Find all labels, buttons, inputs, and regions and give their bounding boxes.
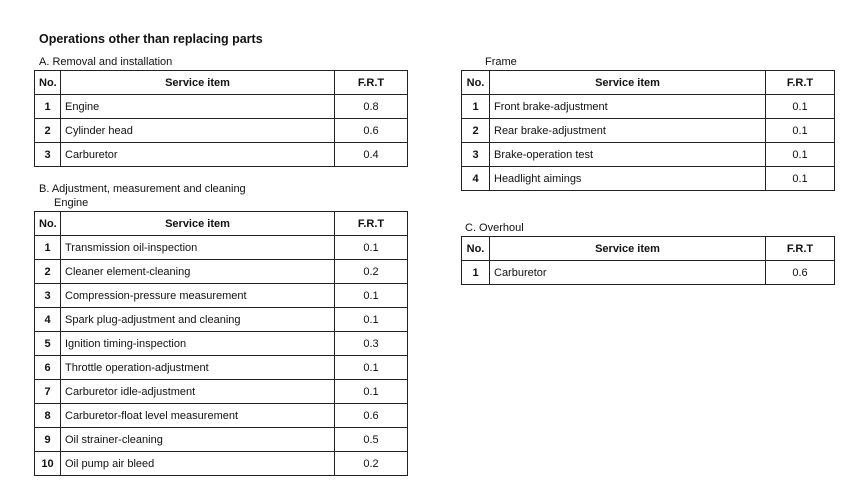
col-header-service-item: Service item	[61, 212, 335, 236]
table-row	[35, 143, 408, 167]
service-item-cell: Carburetor idle-adjustment	[61, 380, 335, 404]
row-number: 1	[35, 95, 61, 119]
table-row	[462, 119, 835, 143]
frame-label: Frame	[485, 56, 517, 68]
page-title: Operations other than replacing parts	[39, 32, 263, 46]
table-row	[35, 452, 408, 476]
removal-table	[34, 70, 408, 167]
col-header-no: No.	[35, 212, 61, 236]
table-row	[35, 260, 408, 284]
row-number: 4	[462, 167, 490, 191]
row-number: 1	[462, 261, 490, 285]
service-item-cell: Oil strainer-cleaning	[61, 428, 335, 452]
table-row	[35, 356, 408, 380]
table-row	[35, 404, 408, 428]
frt-cell: 0.6	[766, 261, 835, 285]
col-header-service-item: Service item	[490, 71, 766, 95]
service-item-cell: Carburetor-float level measurement	[61, 404, 335, 428]
col-header-frt: F.R.T	[335, 212, 408, 236]
service-item-cell: Front brake-adjustment	[490, 95, 766, 119]
table-row	[35, 95, 408, 119]
service-item-cell: Rear brake-adjustment	[490, 119, 766, 143]
row-number: 3	[462, 143, 490, 167]
frt-cell: 0.1	[766, 143, 835, 167]
frt-cell: 0.1	[335, 380, 408, 404]
col-header-no: No.	[462, 237, 490, 261]
frt-cell: 0.8	[335, 95, 408, 119]
frt-cell: 0.3	[335, 332, 408, 356]
row-number: 3	[35, 284, 61, 308]
service-item-cell: Transmission oil-inspection	[61, 236, 335, 260]
table-row	[35, 428, 408, 452]
col-header-frt: F.R.T	[335, 71, 408, 95]
table-row	[35, 119, 408, 143]
table-header-row	[462, 71, 835, 95]
row-number: 3	[35, 143, 61, 167]
service-item-cell: Engine	[61, 95, 335, 119]
row-number: 2	[462, 119, 490, 143]
service-item-cell: Throttle operation-adjustment	[61, 356, 335, 380]
frt-cell: 0.1	[766, 95, 835, 119]
frt-cell: 0.6	[335, 119, 408, 143]
col-header-frt: F.R.T	[766, 71, 835, 95]
service-item-cell: Cylinder head	[61, 119, 335, 143]
frt-cell: 0.2	[335, 260, 408, 284]
row-number: 8	[35, 404, 61, 428]
service-item-cell: Spark plug-adjustment and cleaning	[61, 308, 335, 332]
frame-table	[461, 70, 835, 191]
frt-cell: 0.1	[335, 308, 408, 332]
row-number: 6	[35, 356, 61, 380]
engine-label: Engine	[54, 197, 89, 209]
table-row	[462, 95, 835, 119]
service-item-cell: Oil pump air bleed	[61, 452, 335, 476]
section-a-label: A. Removal and installation	[39, 56, 173, 68]
col-header-no: No.	[462, 71, 490, 95]
row-number: 1	[35, 236, 61, 260]
service-item-cell: Carburetor	[490, 261, 766, 285]
table-header-row	[35, 71, 408, 95]
service-item-cell: Cleaner element-cleaning	[61, 260, 335, 284]
row-number: 2	[35, 260, 61, 284]
table-row	[462, 167, 835, 191]
service-item-cell: Headlight aimings	[490, 167, 766, 191]
table-row	[462, 261, 835, 285]
col-header-no: No.	[35, 71, 61, 95]
section-b-label: B. Adjustment, measurement and cleaning	[39, 183, 246, 195]
frt-cell: 0.1	[335, 284, 408, 308]
service-item-cell: Carburetor	[61, 143, 335, 167]
row-number: 2	[35, 119, 61, 143]
row-number: 4	[35, 308, 61, 332]
row-number: 7	[35, 380, 61, 404]
frt-cell: 0.1	[766, 119, 835, 143]
frt-cell: 0.1	[335, 356, 408, 380]
frt-cell: 0.5	[335, 428, 408, 452]
engine-table	[34, 211, 408, 476]
frt-cell: 0.1	[335, 236, 408, 260]
table-row	[35, 284, 408, 308]
frt-cell: 0.4	[335, 143, 408, 167]
frt-cell: 0.1	[766, 167, 835, 191]
row-number: 10	[35, 452, 61, 476]
table-row	[35, 236, 408, 260]
table-row	[35, 380, 408, 404]
service-item-cell: Brake-operation test	[490, 143, 766, 167]
frt-cell: 0.2	[335, 452, 408, 476]
col-header-frt: F.R.T	[766, 237, 835, 261]
table-row	[35, 308, 408, 332]
col-header-service-item: Service item	[490, 237, 766, 261]
table-header-row	[462, 237, 835, 261]
service-item-cell: Ignition timing-inspection	[61, 332, 335, 356]
frt-cell: 0.6	[335, 404, 408, 428]
table-row	[35, 332, 408, 356]
table-row	[462, 143, 835, 167]
row-number: 1	[462, 95, 490, 119]
section-c-label: C. Overhoul	[465, 222, 524, 234]
row-number: 5	[35, 332, 61, 356]
col-header-service-item: Service item	[61, 71, 335, 95]
service-item-cell: Compression-pressure measurement	[61, 284, 335, 308]
row-number: 9	[35, 428, 61, 452]
overhaul-table	[461, 236, 835, 285]
table-header-row	[35, 212, 408, 236]
